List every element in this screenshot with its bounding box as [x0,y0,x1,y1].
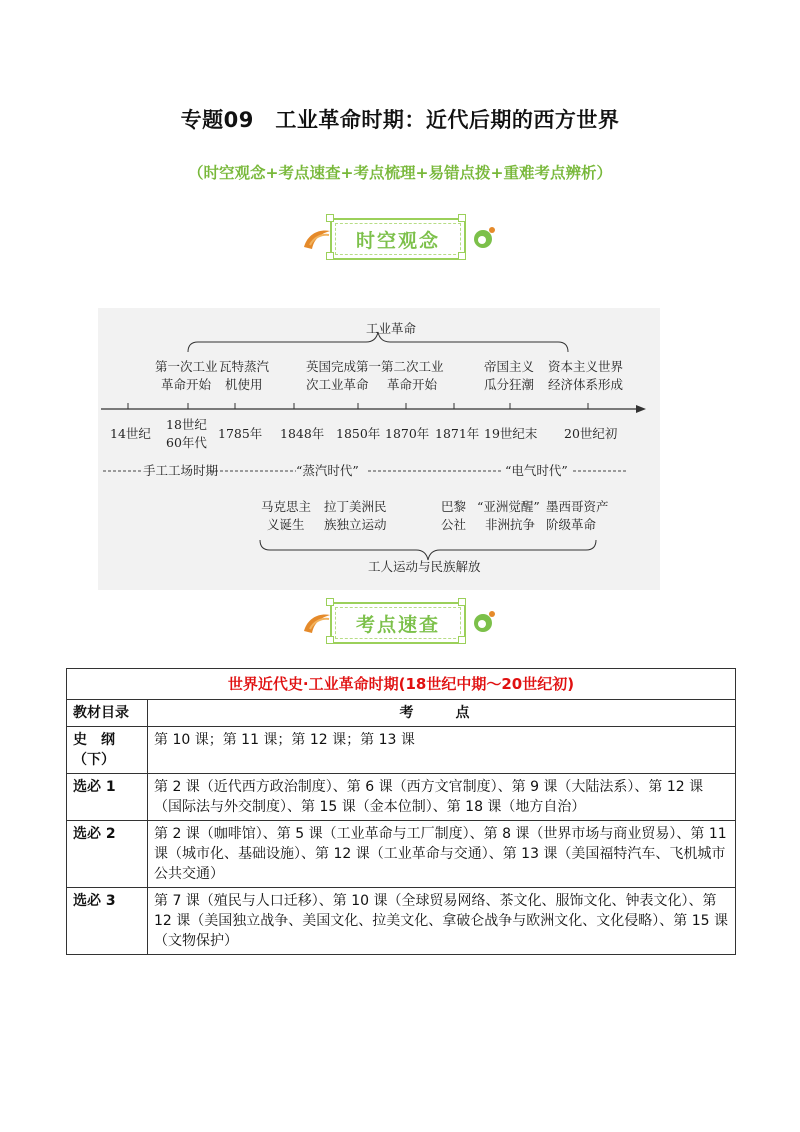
frame-corner [458,636,466,644]
frame-corner [326,598,334,606]
timeline-era: “电气时代” [505,463,568,478]
row-content: 第 10 课；第 11 课；第 12 课；第 13 课 [148,727,736,774]
timeline-event: 巴黎 公社 [441,499,467,532]
table-row [67,888,736,955]
page-subtitle: （时空观念+考点速查+考点梳理+易错点拨+重难考点辨析） [188,164,612,182]
col-header-book: 教材目录 [67,700,148,727]
timeline-event: 第一次工业 革命开始 [155,359,218,392]
section-banner-kaodian [300,597,512,647]
table-row [67,821,736,888]
table-col-header-row [67,700,736,727]
banner-label: 考点速查 [355,614,440,636]
frame-corner [326,214,334,222]
section-banner-shikong [300,213,512,263]
timeline-event: 英国完成第一 次工业革命 [306,359,382,392]
table-title: 世界近代史·工业革命时期(18世纪中期～20世纪初) [67,669,736,700]
timeline-date: 14世纪 [110,426,151,441]
timeline-figure [98,308,660,590]
timeline-date: 1850年 [336,426,381,441]
frame-corner [458,252,466,260]
row-content: 第 2 课（咖啡馆）、第 5 课（工业革命与工厂制度）、第 8 课（世界市场与商业贸易）、第 11 课（城市化、基础设施）、第 12 课（工业革命与交通）、第 13 课（美国福特汽车、飞机城市公共交通） [148,821,736,888]
table-row [67,727,736,774]
row-content: 第 7 课（殖民与人口迁移）、第 10 课（全球贸易网络、茶文化、服饰文化、钟表文化）、第 12 课（美国独立战争、美国文化、拉美文化、拿破仑战争与欧洲文化、文化侵略）、第 15 课（文物保护） [148,888,736,955]
table-row [67,774,736,821]
banner-label: 时空观念 [355,230,440,252]
timeline-date: 20世纪初 [564,426,618,441]
frame-corner [458,214,466,222]
timeline-event: 墨西哥资产 阶级革命 [546,499,609,532]
timeline-date: 1871年 [435,426,480,441]
timeline-event: 资本主义世界 经济体系形成 [548,359,624,392]
row-book: 选必 2 [67,821,148,888]
row-book: 选必 1 [67,774,148,821]
frame-corner [326,252,334,260]
timeline-event: 拉丁美洲民 族独立运动 [324,499,387,532]
timeline-era: “蒸汽时代” [296,463,359,478]
kaodian-table [66,668,736,955]
timeline-event: “亚洲觉醒” 非洲抗争 [477,499,540,532]
timeline-date: 18世纪 60年代 [166,417,207,450]
table-header-row [67,669,736,700]
row-book: 史 纲（下） [67,727,148,774]
row-book: 选必 3 [67,888,148,955]
timeline-event: 帝国主义 瓜分狂潮 [484,359,535,392]
row-content: 第 2 课（近代西方政治制度）、第 6 课（西方文官制度）、第 9 课（大陆法系）、第 12 课（国际法与外交制度）、第 15 课（金本位制）、第 18 课（地方自治） [148,774,736,821]
timeline-date: 1848年 [280,426,325,441]
timeline-date: 1785年 [218,426,263,441]
timeline-era: 手工工场时期 [143,463,219,478]
frame-corner [458,598,466,606]
timeline-top-brace-label: 工业革命 [366,321,417,336]
timeline-date: 19世纪末 [484,426,538,441]
page-title: 专题09 工业革命时期：近代后期的西方世界 [180,108,620,132]
timeline-event: 瓦特蒸汽 机使用 [219,359,270,392]
timeline-event: 第二次工业 革命开始 [381,359,444,392]
frame-corner [326,636,334,644]
leaf-dot-icon [472,609,498,635]
swirl-icon [300,225,334,251]
timeline-bottom-brace-label: 工人运动与民族解放 [368,559,481,574]
swirl-icon [300,609,334,635]
leaf-dot-icon [472,225,498,251]
timeline-event: 马克思主 义诞生 [261,499,312,532]
col-header-kaodian: 考 点 [148,700,736,727]
timeline-date: 1870年 [385,426,430,441]
